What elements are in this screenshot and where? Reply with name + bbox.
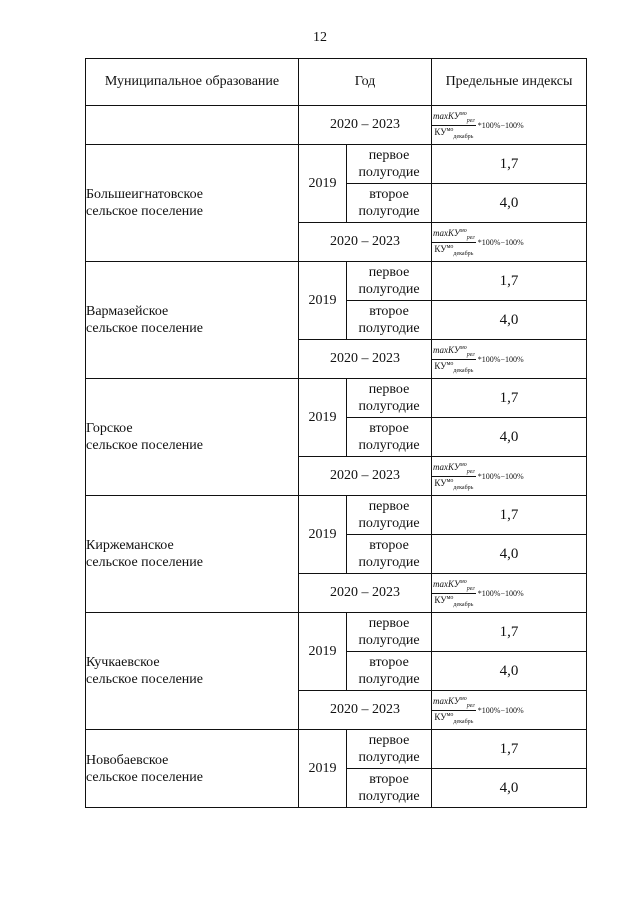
- formula-fraction: [432, 228, 476, 257]
- limit-index-table: [85, 58, 587, 808]
- second-half-value: 4,0: [432, 301, 587, 340]
- first-half-label: первое полугодие: [347, 145, 432, 184]
- municipality-name-line2: сельское поселение: [86, 438, 203, 453]
- second-half-label: второе полугодие: [347, 535, 432, 574]
- second-half-value: 4,0: [432, 418, 587, 457]
- formula-numerator: maxКУ$^{мо}_{рег}$: [433, 110, 475, 124]
- formula-fraction: [432, 111, 476, 140]
- formula-numerator: maxКУ$^{мо}_{рег}$: [433, 578, 475, 592]
- first-half-label: первое полугодие: [347, 496, 432, 535]
- range-year: 2020 – 2023: [299, 691, 432, 730]
- municipality-name-line2: сельское поселение: [86, 204, 203, 219]
- first-half-value: 1,7: [432, 145, 587, 184]
- municipality-row: [86, 262, 587, 301]
- formula-numerator: maxКУ$^{мо}_{рег}$: [433, 227, 475, 241]
- municipality-name-line1: Кучкаевское: [86, 655, 160, 670]
- range-year: 2020 – 2023: [299, 574, 432, 613]
- municipality-name-line1: Новобаевское: [86, 752, 169, 768]
- formula-cell: [432, 691, 587, 730]
- second-half-label: второе полугодие: [347, 184, 432, 223]
- header-limits: Предельные индексы: [432, 59, 587, 106]
- formula-cell: [432, 223, 587, 262]
- formula-rest: *100%−100%: [477, 471, 524, 481]
- formula-numerator: maxКУ$^{мо}_{рег}$: [433, 461, 475, 475]
- formula: [432, 579, 586, 608]
- year-cell: 2019: [299, 379, 347, 457]
- municipality-name-line2: сельское поселение: [86, 321, 203, 336]
- year-cell: 2019: [299, 262, 347, 340]
- top-row-year-range: 2020 – 2023: [299, 106, 432, 145]
- formula-numerator: maxКУ$^{мо}_{рег}$: [433, 695, 475, 709]
- range-year: 2020 – 2023: [299, 223, 432, 262]
- year-cell: 2019: [299, 730, 347, 808]
- first-half-value: 1,7: [432, 379, 587, 418]
- formula-rest: *100%−100%: [477, 237, 524, 247]
- formula: [432, 345, 586, 374]
- range-year: 2020 – 2023: [299, 457, 432, 496]
- municipality-name-line1: Вармазейское: [86, 304, 169, 319]
- formula-denominator: $КУ^{мо}_{декабрь}$: [434, 126, 474, 140]
- page-number: 12: [313, 30, 327, 45]
- first-half-value: 1,7: [432, 262, 587, 301]
- municipality-name: [86, 613, 299, 730]
- formula-fraction: [432, 345, 476, 374]
- formula-fraction: [432, 579, 476, 608]
- formula-fraction: [432, 462, 476, 491]
- formula-rest: *100%−100%: [477, 354, 524, 364]
- header-municipality: Муниципальное образование: [86, 59, 299, 106]
- first-half-label: первое полугодие: [347, 379, 432, 418]
- formula-fraction: [432, 696, 476, 725]
- municipality-name-line1: Горское: [86, 421, 133, 436]
- first-half-label: первое полугодие: [347, 613, 432, 652]
- formula-denominator: $КУ^{мо}_{декабрь}$: [434, 477, 474, 491]
- first-half-value: 1,7: [432, 730, 587, 769]
- first-half-value: 1,7: [432, 496, 587, 535]
- municipality-name-line2: сельское поселение: [86, 769, 203, 785]
- header-row: [86, 59, 587, 106]
- first-half-label: первое полугодие: [347, 730, 432, 769]
- formula: [432, 228, 586, 257]
- second-half-value: 4,0: [432, 652, 587, 691]
- formula-cell: [432, 340, 587, 379]
- formula-rest: *100%−100%: [477, 588, 524, 598]
- municipality-row: [86, 379, 587, 418]
- formula-denominator: $КУ^{мо}_{декабрь}$: [434, 243, 474, 257]
- formula-denominator: $КУ^{мо}_{декабрь}$: [434, 594, 474, 608]
- formula: [432, 111, 586, 140]
- municipality-name-line1: Киржеманское: [86, 538, 174, 553]
- formula-denominator: $КУ^{мо}_{декабрь}$: [434, 360, 474, 374]
- second-half-label: второе полугодие: [347, 769, 432, 808]
- municipality-row: [86, 613, 587, 652]
- formula-cell: [432, 457, 587, 496]
- first-half-label: первое полугодие: [347, 262, 432, 301]
- second-half-value: 4,0: [432, 535, 587, 574]
- municipality-name-line1: Большеигнатовское: [86, 187, 203, 202]
- formula: [432, 462, 586, 491]
- range-year: 2020 – 2023: [299, 340, 432, 379]
- municipality-name: [86, 379, 299, 496]
- formula: [432, 696, 586, 725]
- year-cell: 2019: [299, 496, 347, 574]
- second-half-label: второе полугодие: [347, 418, 432, 457]
- second-half-value: 4,0: [432, 184, 587, 223]
- top-row-empty: [86, 106, 299, 145]
- municipality-name-line2: сельское поселение: [86, 672, 203, 687]
- second-half-value: 4,0: [432, 769, 587, 808]
- municipality-row: [86, 730, 587, 769]
- municipality-name-line2: сельское поселение: [86, 555, 203, 570]
- second-half-label: второе полугодие: [347, 301, 432, 340]
- formula-rest: *100%−100%: [477, 120, 524, 130]
- formula-cell: [432, 574, 587, 613]
- formula-rest: *100%−100%: [477, 705, 524, 715]
- municipality-row: [86, 145, 587, 184]
- municipality-row: [86, 496, 587, 535]
- municipality-name: [86, 145, 299, 262]
- year-cell: 2019: [299, 145, 347, 223]
- first-half-value: 1,7: [432, 613, 587, 652]
- formula-cell: [432, 106, 587, 145]
- formula-numerator: maxКУ$^{мо}_{рег}$: [433, 344, 475, 358]
- top-row: [86, 106, 587, 145]
- formula-denominator: $КУ^{мо}_{декабрь}$: [434, 711, 474, 725]
- header-year: Год: [299, 59, 432, 106]
- year-cell: 2019: [299, 613, 347, 691]
- municipality-name: [86, 730, 299, 808]
- municipality-name: [86, 496, 299, 613]
- municipality-name: [86, 262, 299, 379]
- second-half-label: второе полугодие: [347, 652, 432, 691]
